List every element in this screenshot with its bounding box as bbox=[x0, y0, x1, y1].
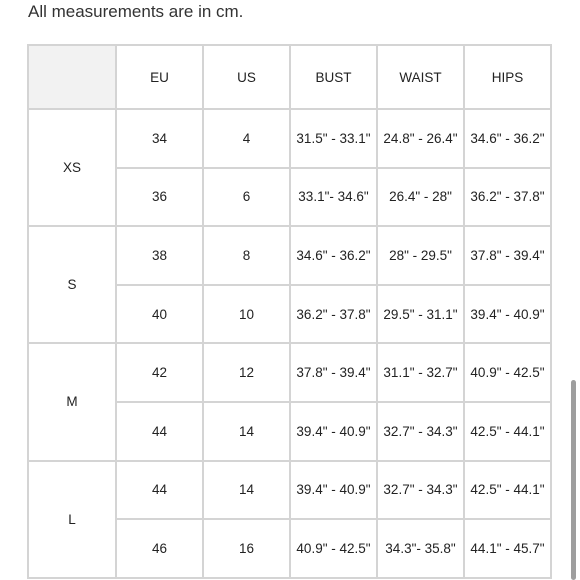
hips-cell: 37.8" - 39.4" bbox=[464, 226, 551, 285]
hips-cell: 42.5" - 44.1" bbox=[464, 402, 551, 461]
header-eu: EU bbox=[116, 45, 203, 109]
eu-cell: 38 bbox=[116, 226, 203, 285]
waist-cell: 24.8" - 26.4" bbox=[377, 109, 464, 168]
us-cell: 10 bbox=[203, 285, 290, 344]
hips-cell: 34.6" - 36.2" bbox=[464, 109, 551, 168]
bust-cell: 37.8" - 39.4" bbox=[290, 343, 377, 402]
us-cell: 16 bbox=[203, 519, 290, 578]
hips-cell: 40.9" - 42.5" bbox=[464, 343, 551, 402]
bust-cell: 36.2" - 37.8" bbox=[290, 285, 377, 344]
us-cell: 12 bbox=[203, 343, 290, 402]
header-waist: WAIST bbox=[377, 45, 464, 109]
size-chart-table bbox=[27, 44, 552, 579]
table-row bbox=[28, 343, 551, 402]
size-label: L bbox=[28, 461, 116, 578]
us-cell: 6 bbox=[203, 168, 290, 227]
eu-cell: 34 bbox=[116, 109, 203, 168]
table-row bbox=[28, 461, 551, 520]
header-corner-cell bbox=[28, 45, 116, 109]
hips-cell: 36.2" - 37.8" bbox=[464, 168, 551, 227]
waist-cell: 28" - 29.5" bbox=[377, 226, 464, 285]
eu-cell: 36 bbox=[116, 168, 203, 227]
waist-cell: 32.7" - 34.3" bbox=[377, 461, 464, 520]
size-label: S bbox=[28, 226, 116, 343]
eu-cell: 40 bbox=[116, 285, 203, 344]
hips-cell: 39.4" - 40.9" bbox=[464, 285, 551, 344]
table-row bbox=[28, 109, 551, 168]
header-us: US bbox=[203, 45, 290, 109]
eu-cell: 44 bbox=[116, 402, 203, 461]
us-cell: 14 bbox=[203, 402, 290, 461]
bust-cell: 39.4" - 40.9" bbox=[290, 402, 377, 461]
bust-cell: 39.4" - 40.9" bbox=[290, 461, 377, 520]
header-row bbox=[28, 45, 551, 109]
table-row bbox=[28, 226, 551, 285]
bust-cell: 33.1"- 34.6" bbox=[290, 168, 377, 227]
us-cell: 14 bbox=[203, 461, 290, 520]
size-label: M bbox=[28, 343, 116, 460]
hips-cell: 44.1" - 45.7" bbox=[464, 519, 551, 578]
waist-cell: 26.4" - 28" bbox=[377, 168, 464, 227]
eu-cell: 42 bbox=[116, 343, 203, 402]
bust-cell: 31.5" - 33.1" bbox=[290, 109, 377, 168]
waist-cell: 32.7" - 34.3" bbox=[377, 402, 464, 461]
eu-cell: 46 bbox=[116, 519, 203, 578]
waist-cell: 31.1" - 32.7" bbox=[377, 343, 464, 402]
us-cell: 8 bbox=[203, 226, 290, 285]
bust-cell: 34.6" - 36.2" bbox=[290, 226, 377, 285]
vertical-scrollbar[interactable] bbox=[571, 380, 576, 580]
size-label: XS bbox=[28, 109, 116, 226]
waist-cell: 29.5" - 31.1" bbox=[377, 285, 464, 344]
measurements-note: All measurements are in cm. bbox=[28, 2, 244, 21]
eu-cell: 44 bbox=[116, 461, 203, 520]
bust-cell: 40.9" - 42.5" bbox=[290, 519, 377, 578]
waist-cell: 34.3"- 35.8" bbox=[377, 519, 464, 578]
us-cell: 4 bbox=[203, 109, 290, 168]
hips-cell: 42.5" - 44.1" bbox=[464, 461, 551, 520]
header-bust: BUST bbox=[290, 45, 377, 109]
header-hips: HIPS bbox=[464, 45, 551, 109]
